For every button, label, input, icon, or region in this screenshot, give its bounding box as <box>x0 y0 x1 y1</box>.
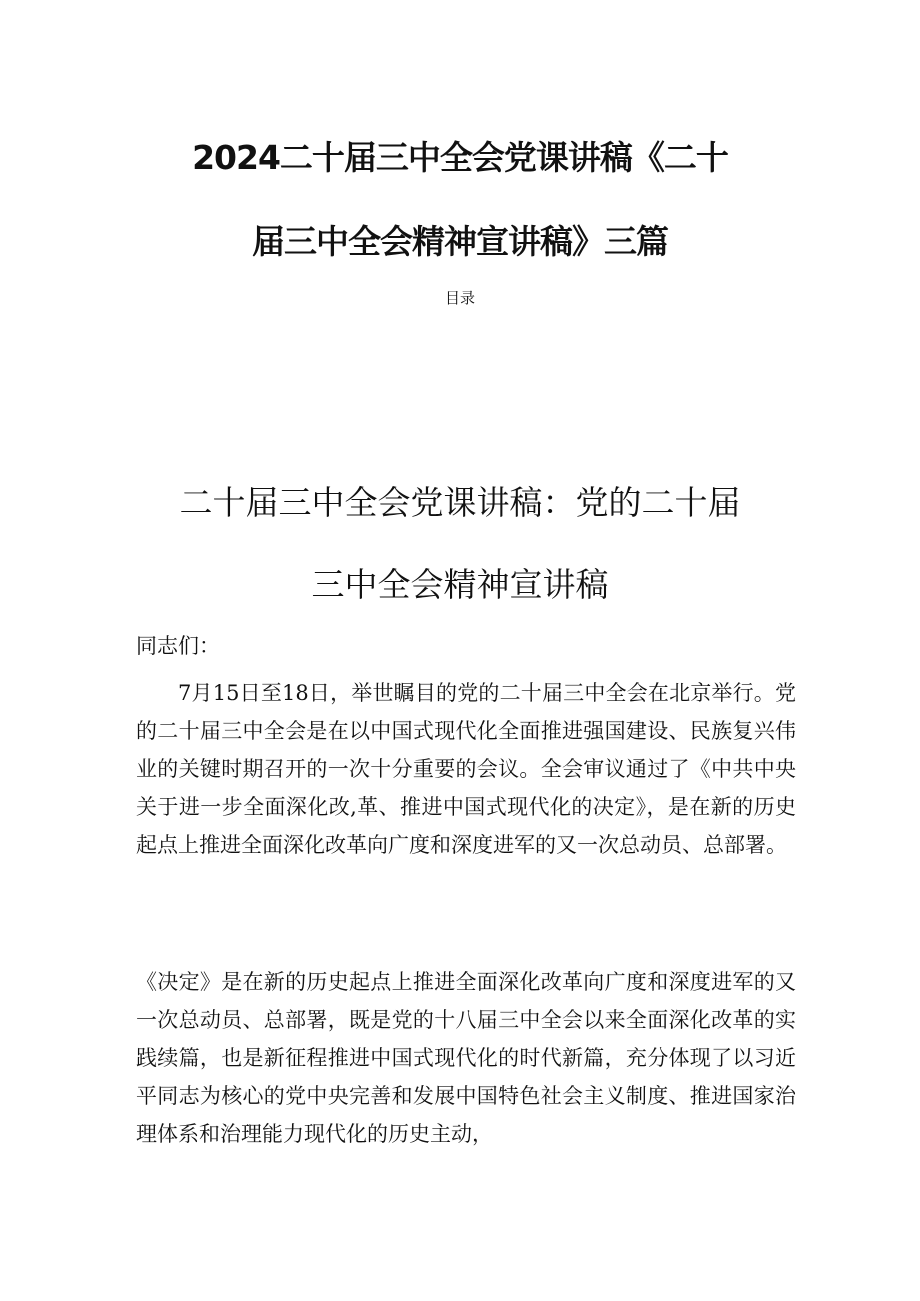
table-of-contents-label: 目录 <box>444 289 475 307</box>
body-paragraph-1: 7月15日至18日，举世瞩目的党的二十届三中全会在北京举行。党的二十届三中全会是在以中国式现代化全面推进强国建设、民族复兴伟业的关键时期召开的一次十分重要的会议。全会审议通过了《中共中央关于进一步全面深化改,革、推进中国式现代化的决定》，是在新的历史起点上推进全面深化改革向广度和深度进军的又一次总动员、总部署。 <box>136 681 796 857</box>
section-title-line-2: 三中全会精神宣讲稿 <box>311 565 609 604</box>
document-title-line-1: 2024二十届三中全会党课讲稿《二十 <box>192 138 728 177</box>
body-paragraph-2: 《决定》是在新的历史起点上推进全面深化改革向广度和深度进军的又一次总动员、总部署，既是党的十八届三中全会以来全面深化改革的实践续篇，也是新征程推进中国式现代化的时代新篇，充分体现了以习近平同志为核心的党中央完善和发展中国特色社会主义制度、推进国家治理体系和治理能力现代化的历史主动， <box>136 970 796 1146</box>
document-title-line-2: 届三中全会精神宣讲稿》三篇 <box>252 222 668 261</box>
salutation: 同志们： <box>136 634 220 658</box>
section-title-line-1: 二十届三中全会党课讲稿：党的二十届 <box>179 483 741 522</box>
